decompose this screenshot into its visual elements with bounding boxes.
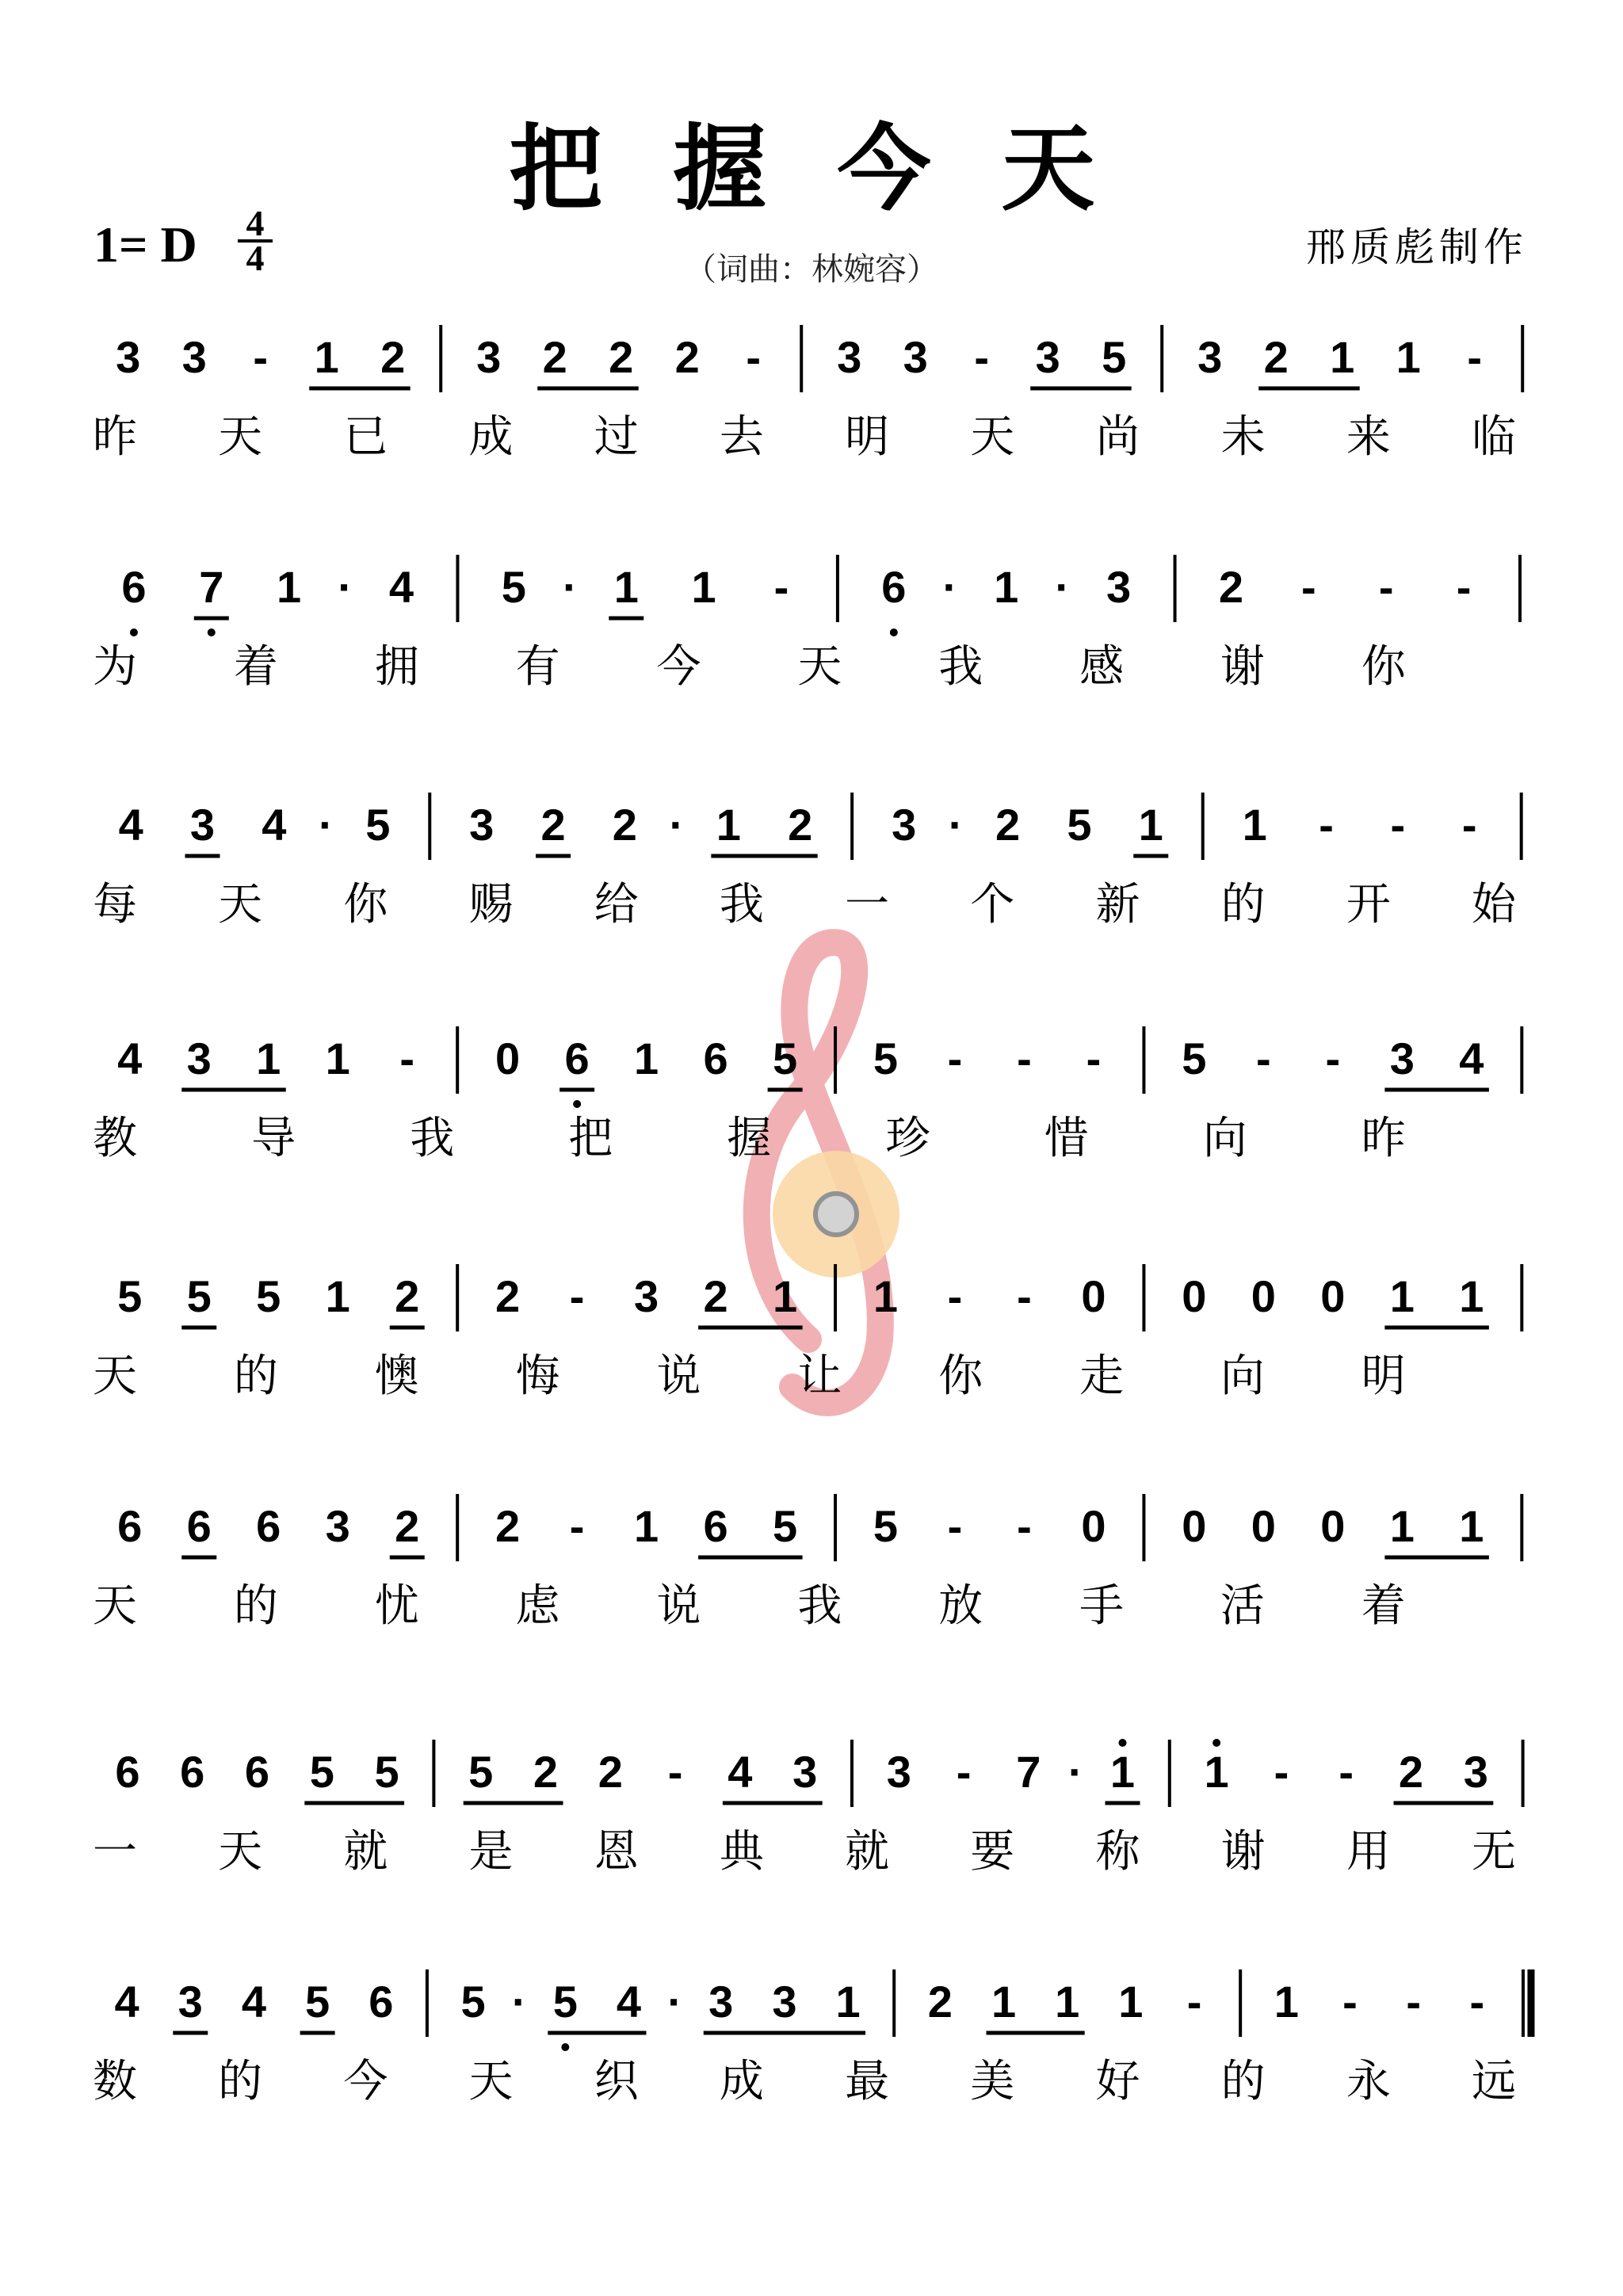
lyric-char: 典 <box>719 1826 764 1878</box>
note: 1 <box>1389 1501 1415 1551</box>
lyric-char: 恩 <box>594 1826 639 1878</box>
note: 5 <box>552 1977 578 2027</box>
lyric-char: 我 <box>719 879 764 930</box>
lyric-char: 好 <box>1095 2056 1140 2107</box>
lyric-char: 懊 <box>374 1350 419 1402</box>
extension-dash: - <box>947 1501 963 1551</box>
note: 3 <box>186 1033 212 1083</box>
note: 3 <box>189 800 216 850</box>
lyric-char: 远 <box>1472 2056 1516 2107</box>
note: 1 <box>1330 332 1355 382</box>
lyric-char: 虑 <box>515 1580 560 1632</box>
note: 5 <box>873 1501 899 1551</box>
note: 5 <box>365 800 391 850</box>
note: 6 <box>703 1033 728 1083</box>
extension-dash: - <box>399 1033 415 1083</box>
lyric-char: 美 <box>970 2056 1015 2107</box>
lyric-char: 未 <box>1220 411 1266 463</box>
low-octave-dot <box>208 628 216 636</box>
note: 3 <box>116 332 141 382</box>
lyric-char: 我 <box>938 641 983 693</box>
note: 6 <box>256 1501 281 1551</box>
lyric-char: 明 <box>1361 1350 1406 1402</box>
lyric-char: 明 <box>845 411 890 463</box>
lyric-char: 临 <box>1472 411 1516 463</box>
note: 1 <box>1118 1977 1144 2027</box>
note: 3 <box>181 332 207 382</box>
lyric-line <box>93 2056 1516 2107</box>
note: 1 <box>256 1033 281 1083</box>
high-octave-dot <box>1212 1739 1220 1747</box>
lyricist-composer-credit: （词曲：林婉容） <box>685 251 938 288</box>
note: 3 <box>1197 332 1223 382</box>
extension-dash: - <box>1319 800 1334 850</box>
lyric-char: 向 <box>1202 1113 1247 1164</box>
lyric-char: 忧 <box>374 1580 419 1632</box>
lyric-char: 你 <box>1361 641 1406 693</box>
lyric-char: 天 <box>218 879 263 930</box>
lyric-char: 昨 <box>1361 1113 1406 1164</box>
note: 1 <box>994 562 1019 612</box>
note: 6 <box>703 1501 728 1551</box>
lyric-char: 无 <box>1472 1826 1516 1878</box>
lyric-char: 手 <box>1079 1580 1125 1632</box>
note: 3 <box>837 332 862 382</box>
note: 3 <box>634 1271 659 1321</box>
extension-dash: - <box>773 562 789 612</box>
note: 4 <box>117 1033 143 1083</box>
note: 2 <box>395 1271 420 1321</box>
lyric-char: 始 <box>1472 879 1516 930</box>
note: 1 <box>325 1033 350 1083</box>
lyric-line <box>93 879 1518 930</box>
lyric-char: 向 <box>1220 1350 1265 1402</box>
dot-mark: · <box>318 800 334 850</box>
lyric-char: 开 <box>1346 879 1391 930</box>
score-line <box>117 1494 1522 1561</box>
extension-dash: - <box>1469 1977 1485 2027</box>
note: 1 <box>325 1271 350 1321</box>
lyric-char: 天 <box>797 641 842 693</box>
lyric-char: 说 <box>656 1580 701 1632</box>
note: 4 <box>388 562 414 612</box>
extension-dash: - <box>1017 1501 1032 1551</box>
note: 2 <box>533 1747 559 1797</box>
note: 2 <box>1263 332 1289 382</box>
extension-dash: - <box>667 1747 683 1797</box>
dot-mark: · <box>338 562 353 612</box>
score-line <box>119 793 1522 860</box>
dot-mark: · <box>942 562 958 612</box>
lyric-char: 永 <box>1346 2056 1391 2107</box>
lyric-char: 的 <box>1220 2056 1266 2107</box>
lyric-char: 是 <box>468 1826 514 1878</box>
dot-mark: · <box>1067 1747 1083 1797</box>
lyric-char: 昨 <box>93 411 137 463</box>
note: 2 <box>540 800 566 850</box>
lyric-line <box>93 641 1407 693</box>
note: 5 <box>305 1977 330 2027</box>
note: 3 <box>178 1977 203 2027</box>
note: 5 <box>468 1747 494 1797</box>
lyric-char: 称 <box>1095 1826 1140 1878</box>
note: 3 <box>476 332 502 382</box>
lyric-char: 天 <box>970 411 1015 463</box>
note: 1 <box>277 562 302 612</box>
note: 3 <box>886 1747 911 1797</box>
lyric-char: 就 <box>343 1826 388 1878</box>
lyric-char: 要 <box>970 1826 1015 1878</box>
extension-dash: - <box>1256 1033 1271 1083</box>
lyric-char: 珍 <box>885 1113 930 1164</box>
note: 3 <box>892 800 917 850</box>
lyric-char: 你 <box>343 879 388 930</box>
note: 0 <box>1081 1501 1106 1551</box>
extension-dash: - <box>1390 800 1406 850</box>
lyric-char: 拥 <box>374 641 419 693</box>
extension-dash: - <box>1342 1977 1358 2027</box>
note: 3 <box>1389 1033 1415 1083</box>
lyric-char: 个 <box>970 879 1015 930</box>
lyric-char: 感 <box>1079 641 1125 693</box>
lyric-char: 今 <box>343 2056 388 2107</box>
lyric-char: 着 <box>1361 1580 1406 1632</box>
note: 1 <box>1242 800 1267 850</box>
note: 5 <box>186 1271 212 1321</box>
note: 5 <box>1182 1033 1207 1083</box>
note: 2 <box>788 800 813 850</box>
lyric-line <box>93 1113 1406 1164</box>
note: 6 <box>115 1747 140 1797</box>
note: 1 <box>1459 1271 1484 1321</box>
note: 4 <box>616 1977 642 2027</box>
extension-dash: - <box>1186 1977 1202 2027</box>
low-octave-dot <box>561 2043 569 2051</box>
note: 7 <box>1016 1747 1041 1797</box>
note: 6 <box>180 1747 205 1797</box>
note: 5 <box>460 1977 486 2027</box>
extension-dash: - <box>974 332 990 382</box>
extension-dash: - <box>1017 1033 1032 1083</box>
note: 5 <box>501 562 526 612</box>
note: 1 <box>634 1501 659 1551</box>
note: 1 <box>1274 1977 1299 2027</box>
note: 4 <box>727 1747 753 1797</box>
dot-mark: · <box>1055 562 1071 612</box>
lyric-char: 把 <box>568 1113 613 1164</box>
note: 1 <box>314 332 339 382</box>
score-line <box>116 325 1522 392</box>
extension-dash: - <box>1456 562 1472 612</box>
note: 0 <box>1081 1271 1106 1321</box>
lyric-line <box>93 1350 1406 1402</box>
lyric-char: 的 <box>218 2056 263 2107</box>
note: 0 <box>1320 1501 1346 1551</box>
note: 3 <box>1106 562 1132 612</box>
lyric-char: 就 <box>845 1826 890 1878</box>
lyric-char: 的 <box>233 1580 278 1632</box>
note: 0 <box>1182 1501 1207 1551</box>
note: 2 <box>703 1271 728 1321</box>
key-signature: 1= D <box>94 216 197 273</box>
note: 5 <box>873 1033 899 1083</box>
note: 1 <box>1055 1977 1080 2027</box>
note: 3 <box>1035 332 1060 382</box>
note: 3 <box>1463 1747 1488 1797</box>
extension-dash: - <box>956 1747 972 1797</box>
extension-dash: - <box>1301 562 1316 612</box>
low-octave-dot <box>130 628 138 636</box>
note: 2 <box>1398 1747 1424 1797</box>
note: 2 <box>674 332 700 382</box>
dot-mark: · <box>562 562 578 612</box>
lyric-char: 已 <box>343 411 388 463</box>
extension-dash: - <box>1378 562 1394 612</box>
extension-dash: - <box>1461 800 1477 850</box>
note: 5 <box>1067 800 1092 850</box>
note: 1 <box>1204 1747 1229 1797</box>
note: 3 <box>708 1977 734 2027</box>
lyric-char: 天 <box>93 1580 137 1632</box>
note: 3 <box>792 1747 818 1797</box>
note: 6 <box>121 562 147 612</box>
note: 1 <box>835 1977 861 2027</box>
note: 5 <box>773 1501 798 1551</box>
note: 2 <box>598 1747 623 1797</box>
lyric-char: 我 <box>797 1580 842 1632</box>
lyric-char: 今 <box>656 641 701 693</box>
note: 2 <box>495 1271 521 1321</box>
note: 5 <box>773 1033 798 1083</box>
note: 6 <box>881 562 907 612</box>
note: 7 <box>199 562 224 612</box>
note: 1 <box>1389 1271 1415 1321</box>
note: 1 <box>1459 1501 1484 1551</box>
note: 1 <box>773 1271 798 1321</box>
lyric-char: 成 <box>719 2056 764 2107</box>
song-title: 把 握 今 天 <box>509 113 1114 223</box>
note: 2 <box>1218 562 1244 612</box>
note: 0 <box>1320 1271 1346 1321</box>
lyric-char: 握 <box>727 1113 772 1164</box>
note: 2 <box>395 1501 420 1551</box>
extension-dash: - <box>1338 1747 1354 1797</box>
lyric-char: 你 <box>938 1350 983 1402</box>
time-signature-top: 4 <box>246 203 265 243</box>
note: 0 <box>1251 1501 1276 1551</box>
extension-dash: - <box>947 1271 963 1321</box>
extension-dash: - <box>1017 1271 1032 1321</box>
note: 2 <box>495 1501 521 1551</box>
lyric-char: 有 <box>515 641 560 693</box>
note: 3 <box>325 1501 350 1551</box>
lyric-char: 惜 <box>1044 1113 1089 1164</box>
lyric-char: 新 <box>1095 879 1140 930</box>
note: 0 <box>1182 1271 1207 1321</box>
lyric-char: 每 <box>93 879 137 930</box>
time-signature-bottom: 4 <box>246 238 265 278</box>
note: 4 <box>118 800 143 850</box>
note: 1 <box>873 1271 899 1321</box>
extension-dash: - <box>1274 1747 1289 1797</box>
note: 1 <box>634 1033 659 1083</box>
lyric-char: 为 <box>93 641 137 693</box>
lyric-char: 过 <box>594 411 639 463</box>
score-line <box>115 1969 1531 2051</box>
note: 5 <box>309 1747 334 1797</box>
clef-disc-ring <box>815 1194 857 1235</box>
lyric-char: 谢 <box>1220 1826 1266 1878</box>
note: 6 <box>564 1033 590 1083</box>
note: 6 <box>244 1747 270 1797</box>
lyric-char: 赐 <box>468 879 514 930</box>
note: 4 <box>262 800 287 850</box>
lyric-char: 去 <box>719 411 764 463</box>
lyric-line <box>93 1826 1516 1878</box>
note: 2 <box>609 332 634 382</box>
note: 5 <box>117 1271 143 1321</box>
lyric-char: 活 <box>1220 1580 1265 1632</box>
note: 3 <box>903 332 928 382</box>
note: 3 <box>772 1977 797 2027</box>
lyric-char: 最 <box>845 2056 890 2107</box>
lyric-char: 成 <box>468 411 514 463</box>
note: 3 <box>469 800 495 850</box>
lyric-char: 数 <box>93 2056 137 2107</box>
score-line <box>115 1739 1522 1807</box>
extension-dash: - <box>947 1033 963 1083</box>
lyric-char: 教 <box>93 1113 137 1164</box>
note: 1 <box>991 1977 1017 2027</box>
dot-mark: · <box>667 1977 682 2027</box>
note: 5 <box>374 1747 399 1797</box>
note: 6 <box>186 1501 212 1551</box>
lyric-char: 来 <box>1346 411 1391 463</box>
note: 1 <box>1138 800 1163 850</box>
lyric-char: 天 <box>218 1826 263 1878</box>
arranger-credit: 邢质彪制作 <box>1306 224 1528 270</box>
lyric-char: 悔 <box>515 1350 560 1402</box>
lyric-line <box>93 1580 1406 1632</box>
lyric-char: 谢 <box>1220 641 1265 693</box>
dot-mark: · <box>669 800 685 850</box>
note: 2 <box>542 332 567 382</box>
lyric-char: 一 <box>845 879 890 930</box>
dot-mark: · <box>511 1977 527 2027</box>
note: 2 <box>927 1977 953 2027</box>
lyric-line <box>93 411 1516 463</box>
note: 4 <box>114 1977 139 2027</box>
note: 1 <box>613 562 639 612</box>
treble-clef-watermark <box>757 942 899 1403</box>
lyric-char: 给 <box>594 879 639 930</box>
extension-dash: - <box>1086 1033 1102 1083</box>
lyric-char: 放 <box>938 1580 983 1632</box>
extension-dash: - <box>253 332 269 382</box>
note: 1 <box>1396 332 1421 382</box>
extension-dash: - <box>1325 1033 1341 1083</box>
lyric-char: 说 <box>656 1350 701 1402</box>
note: 5 <box>1102 332 1127 382</box>
lyric-char: 我 <box>410 1113 455 1164</box>
lyric-char: 一 <box>93 1826 137 1878</box>
lyric-char: 用 <box>1346 1826 1391 1878</box>
lyric-char: 的 <box>1220 879 1266 930</box>
note: 4 <box>241 1977 267 2027</box>
note: 2 <box>995 800 1021 850</box>
extension-dash: - <box>746 332 762 382</box>
note: 6 <box>117 1501 143 1551</box>
lyric-char: 天 <box>93 1350 137 1402</box>
note: 0 <box>1251 1271 1276 1321</box>
note: 5 <box>256 1271 281 1321</box>
extension-dash: - <box>1406 1977 1421 2027</box>
note: 0 <box>495 1033 521 1083</box>
note: 4 <box>1459 1033 1484 1083</box>
lyric-char: 天 <box>218 411 263 463</box>
low-octave-dot <box>890 628 898 636</box>
lyric-char: 导 <box>251 1113 296 1164</box>
note: 2 <box>380 332 406 382</box>
extension-dash: - <box>569 1271 585 1321</box>
score-line <box>121 555 1520 636</box>
note: 1 <box>691 562 716 612</box>
note: 1 <box>1109 1747 1136 1797</box>
lyric-char: 天 <box>468 2056 514 2107</box>
dot-mark: · <box>948 800 964 850</box>
note: 2 <box>612 800 637 850</box>
lyric-char: 的 <box>233 1350 278 1402</box>
extension-dash: - <box>1467 332 1483 382</box>
lyric-char: 尚 <box>1095 411 1140 463</box>
high-octave-dot <box>1118 1739 1126 1747</box>
lyric-char: 让 <box>797 1350 842 1402</box>
extension-dash: - <box>569 1501 585 1551</box>
lyric-char: 走 <box>1079 1350 1125 1402</box>
note: 1 <box>716 800 741 850</box>
low-octave-dot <box>573 1100 581 1108</box>
lyric-char: 织 <box>594 2056 639 2107</box>
lyric-char: 着 <box>233 641 278 693</box>
note: 6 <box>369 1977 394 2027</box>
